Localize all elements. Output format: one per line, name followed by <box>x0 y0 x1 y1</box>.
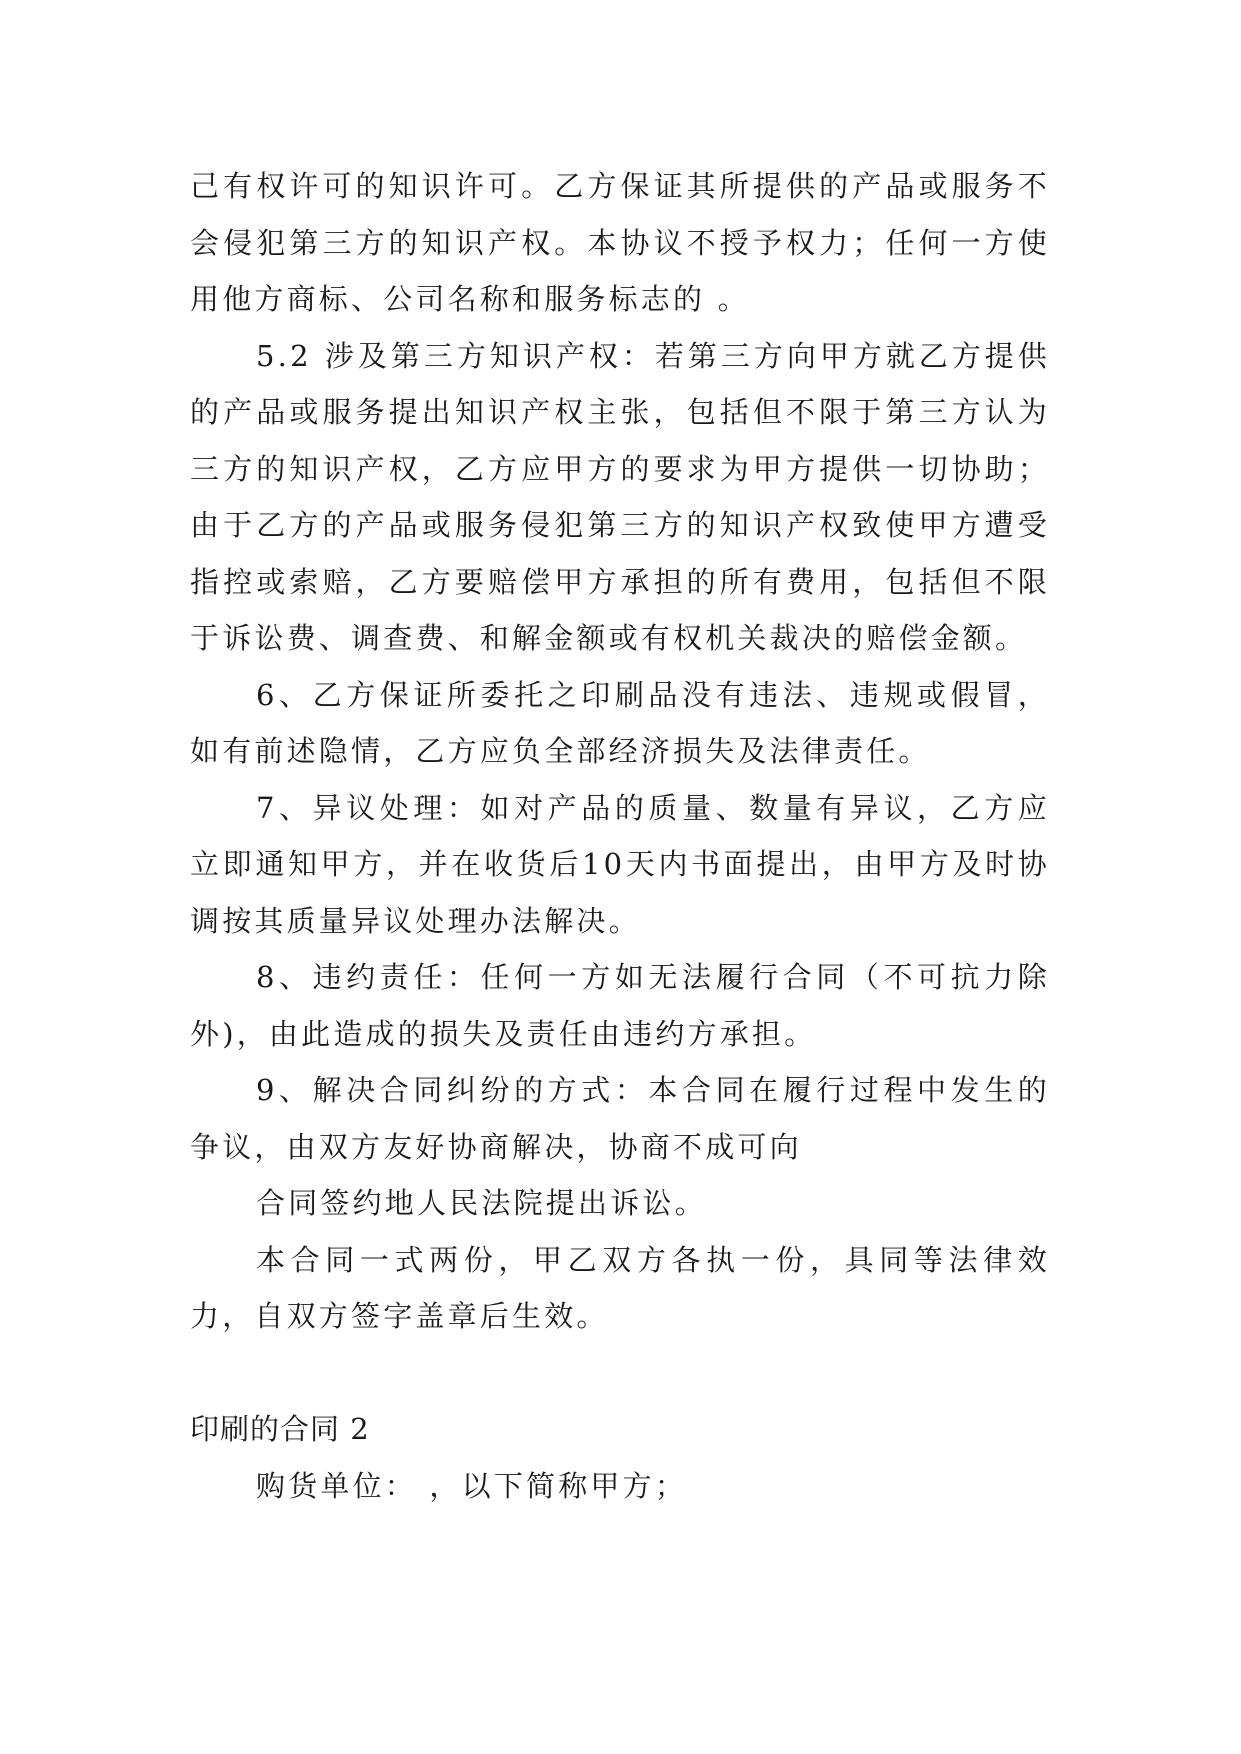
section-title: 印刷的合同 2 <box>190 1412 370 1446</box>
paragraph-9-dispute-resolution: 9、解决合同纠纷的方式：本合同在履行过程中发生的争议，由双方友好协商解决，协商不成可向 <box>190 1073 1050 1164</box>
blank-line <box>190 1345 1050 1402</box>
paragraph-ip-license: 己有权许可的知识许可。乙方保证其所提供的产品或服务不会侵犯第三方的知识产权。本协议不授予权力；任何一方使用他方商标、公司名称和服务标志的 。 <box>190 169 1050 316</box>
paragraph-6-print-guarantee: 6、乙方保证所委托之印刷品没有违法、违规或假冒，如有前述隐情，乙方应负全部经济损失及法律责任。 <box>190 677 1050 768</box>
paragraph-court-litigation: 合同签约地人民法院提出诉讼。 <box>256 1186 707 1220</box>
buyer-line: 购货单位： ，以下简称甲方； <box>256 1468 688 1503</box>
paragraph-copies-effective: 本合同一式两份，甲乙双方各执一份，具同等法律效力，自双方签字盖章后生效。 <box>190 1242 1050 1333</box>
document-body <box>190 158 1050 1514</box>
paragraph-8-breach-liability: 8、违约责任：任何一方如无法履行合同（不可抗力除外)，由此造成的损失及责任由违约方承担。 <box>190 960 1050 1051</box>
paragraph-5-2-third-party-ip: 5.2 涉及第三方知识产权：若第三方向甲方就乙方提供的产品或服务提出知识产权主张，包括但不限于第三方认为三方的知识产权，乙方应甲方的要求为甲方提供一切协助；由于乙方的产品或服务侵犯第三方的知识产权致使甲方遭受指控或索赔，乙方要赔偿甲方承担的所有费用，包括但不限于诉讼费、调查费、和解金额或有权机关裁决的赔偿金额。 <box>190 338 1050 655</box>
paragraph-7-objection-handling: 7、异议处理：如对产品的质量、数量有异议，乙方应立即通知甲方，并在收货后10天内书面提出，由甲方及时协调按其质量异议处理办法解决。 <box>190 790 1050 938</box>
